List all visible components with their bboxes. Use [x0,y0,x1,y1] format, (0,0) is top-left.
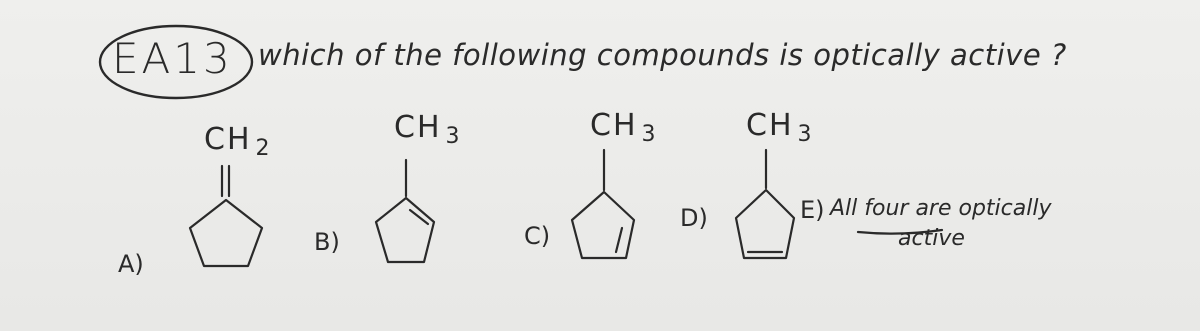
option-b-substituent: CH $_3$ [394,110,462,149]
option-b-label: B) [314,228,340,256]
question-tag: EA13 [112,34,233,83]
option-e-label: E) [800,196,825,224]
option-c-label: C) [524,222,551,250]
option-a-label: A) [118,250,144,278]
option-e-text: All four are optically [830,196,1052,221]
option-a-substituent: CH $_2$ [204,122,272,161]
option-c-substituent: CH $_3$ [590,108,658,147]
structure-a [190,166,262,266]
structure-d [736,150,794,258]
structure-b [376,160,434,262]
option-e-underline [858,230,942,234]
option-d-label: D) [680,204,708,232]
question-text: which of the following compounds is optically active ? [258,38,1067,72]
structure-c [572,150,634,258]
option-e-text-cont: active [898,226,965,251]
option-d-substituent: CH $_3$ [746,108,814,147]
